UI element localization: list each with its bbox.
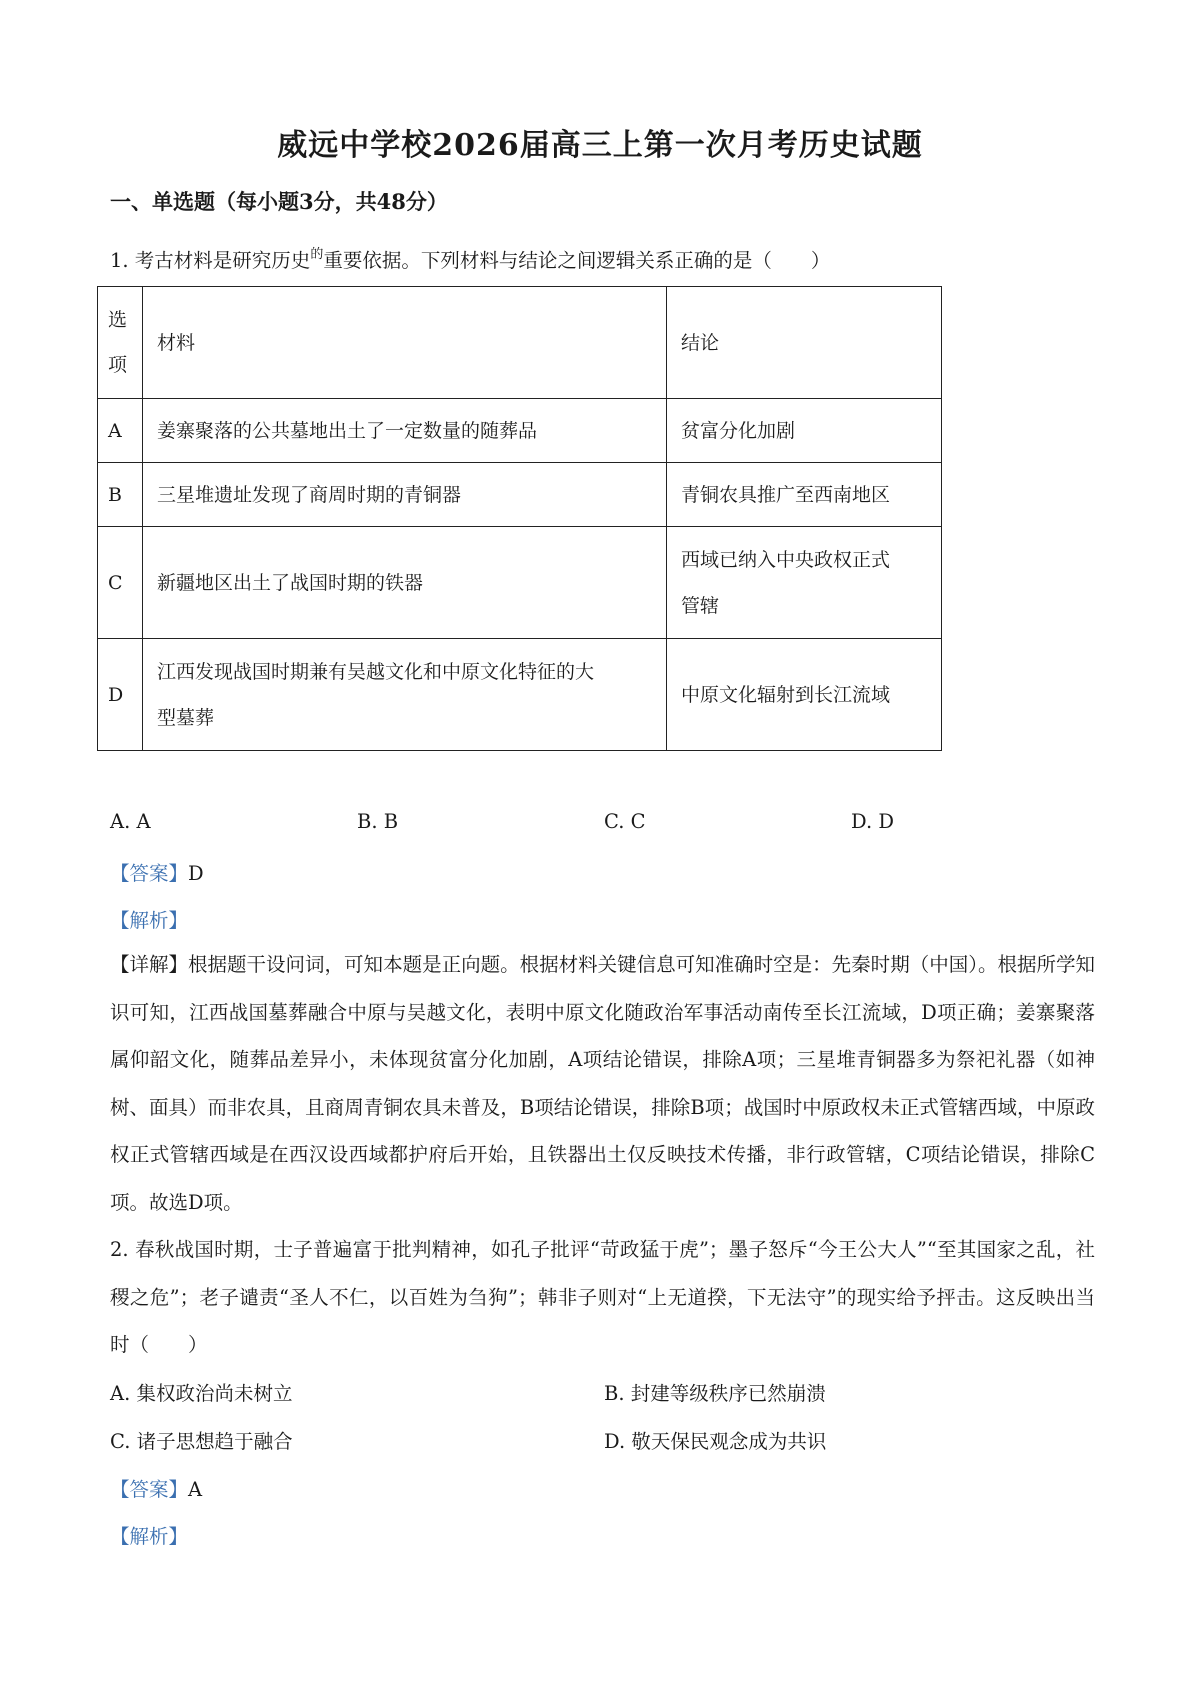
row-a-conclusion: 贫富分化加剧 bbox=[667, 399, 942, 463]
header-option-char-1: 选 bbox=[108, 308, 128, 331]
header-conclusion: 结论 bbox=[667, 287, 942, 399]
table-row bbox=[98, 527, 942, 639]
q1-option-a: A. A bbox=[110, 810, 151, 833]
row-d-material-line-2: 型墓葬 bbox=[157, 706, 215, 729]
row-d-material bbox=[143, 639, 667, 751]
q1-stem-before: 1. 考古材料是研究历史 bbox=[110, 249, 311, 272]
q2-analysis-label: 【解析】 bbox=[110, 1525, 189, 1548]
q2-option-b: B. 封建等级秩序已然崩溃 bbox=[604, 1382, 826, 1405]
q1-answer-value: D bbox=[188, 862, 204, 885]
row-d-material-line-1: 江西发现战国时期兼有吴越文化和中原文化特征的大 bbox=[157, 660, 595, 683]
q1-answer-label: 【答案】 bbox=[110, 862, 189, 885]
row-b-conclusion: 青铜农具推广至西南地区 bbox=[667, 463, 942, 527]
q1-stem-sup: 的 bbox=[310, 247, 324, 262]
q1-stem bbox=[110, 245, 830, 273]
q2-answer bbox=[110, 1474, 202, 1502]
header-option bbox=[98, 287, 143, 399]
row-c-conclusion-line-1: 西域已纳入中央政权正式 bbox=[681, 548, 891, 571]
row-b-option: B bbox=[98, 463, 143, 527]
row-b-material: 三星堆遗址发现了商周时期的青铜器 bbox=[143, 463, 667, 527]
row-d-conclusion: 中原文化辐射到长江流域 bbox=[667, 639, 942, 751]
row-c-conclusion-line-2: 管辖 bbox=[681, 594, 720, 617]
table-header-row bbox=[98, 287, 942, 399]
table-row bbox=[98, 399, 942, 463]
row-c-material: 新疆地区出土了战国时期的铁器 bbox=[143, 527, 667, 639]
q1-detail: 【详解】根据题干设问词，可知本题是正向题。根据材料关键信息可知准确时空是：先秦时期（中国）。根据所学知识可知，江西战国墓葬融合中原与吴越文化，表明中原文化随政治军事活动南传至长江流域，D项正确；姜寨聚落属仰韶文化，随葬品差异小，未体现贫富分化加剧，A项结论错误，排除A项；三星堆青铜器多为祭祀礼器（如神树、面具）而非农具，且商周青铜农具未普及，B项结论错误，排除B项；战国时中原政权未正式管辖西域，中原政权正式管辖西域是在西汉设西域都护府后开始，且铁器出土仅反映技术传播，非行政管辖，C项结论错误，排除C项。故选D项。 bbox=[110, 953, 1095, 1214]
row-c-option: C bbox=[98, 527, 143, 639]
q1-option-d: D. D bbox=[851, 810, 894, 833]
q1-answer bbox=[110, 858, 204, 886]
page-title: 威远中学校2026届高三上第一次月考历史试题 bbox=[277, 128, 923, 163]
row-c-conclusion bbox=[667, 527, 942, 639]
q2-option-a: A. 集权政治尚未树立 bbox=[110, 1382, 293, 1405]
q1-stem-after: 重要依据。下列材料与结论之间逻辑关系正确的是（ ） bbox=[323, 249, 831, 272]
section-heading: 一、单选题（每小题3分，共48分） bbox=[110, 189, 448, 214]
table-row bbox=[98, 639, 942, 751]
row-a-option: A bbox=[98, 399, 143, 463]
q2-answer-label: 【答案】 bbox=[110, 1478, 189, 1501]
q1-analysis-label: 【解析】 bbox=[110, 909, 189, 932]
row-a-material: 姜寨聚落的公共墓地出土了一定数量的随葬品 bbox=[143, 399, 667, 463]
row-d-option: D bbox=[98, 639, 143, 751]
header-option-char-2: 项 bbox=[108, 353, 128, 376]
header-material: 材料 bbox=[143, 287, 667, 399]
q1-table bbox=[97, 286, 942, 751]
q2-stem: 2. 春秋战国时期，士子普遍富于批判精神，如孔子批评“苛政猛于虎”；墨子怒斥“今王公大人”“至其国家之乱，社稷之危”；老子谴责“圣人不仁，以百姓为刍狗”；韩非子则对“上无道揆，下无法守”的现实给予抨击。这反映出当时（ ） bbox=[110, 1238, 1095, 1356]
q1-option-b: B. B bbox=[357, 810, 399, 833]
q2-option-d: D. 敬天保民观念成为共识 bbox=[604, 1430, 827, 1453]
q2-answer-value: A bbox=[188, 1478, 203, 1501]
table-row bbox=[98, 463, 942, 527]
q2-option-c: C. 诸子思想趋于融合 bbox=[110, 1430, 293, 1453]
q1-option-c: C. C bbox=[604, 810, 646, 833]
